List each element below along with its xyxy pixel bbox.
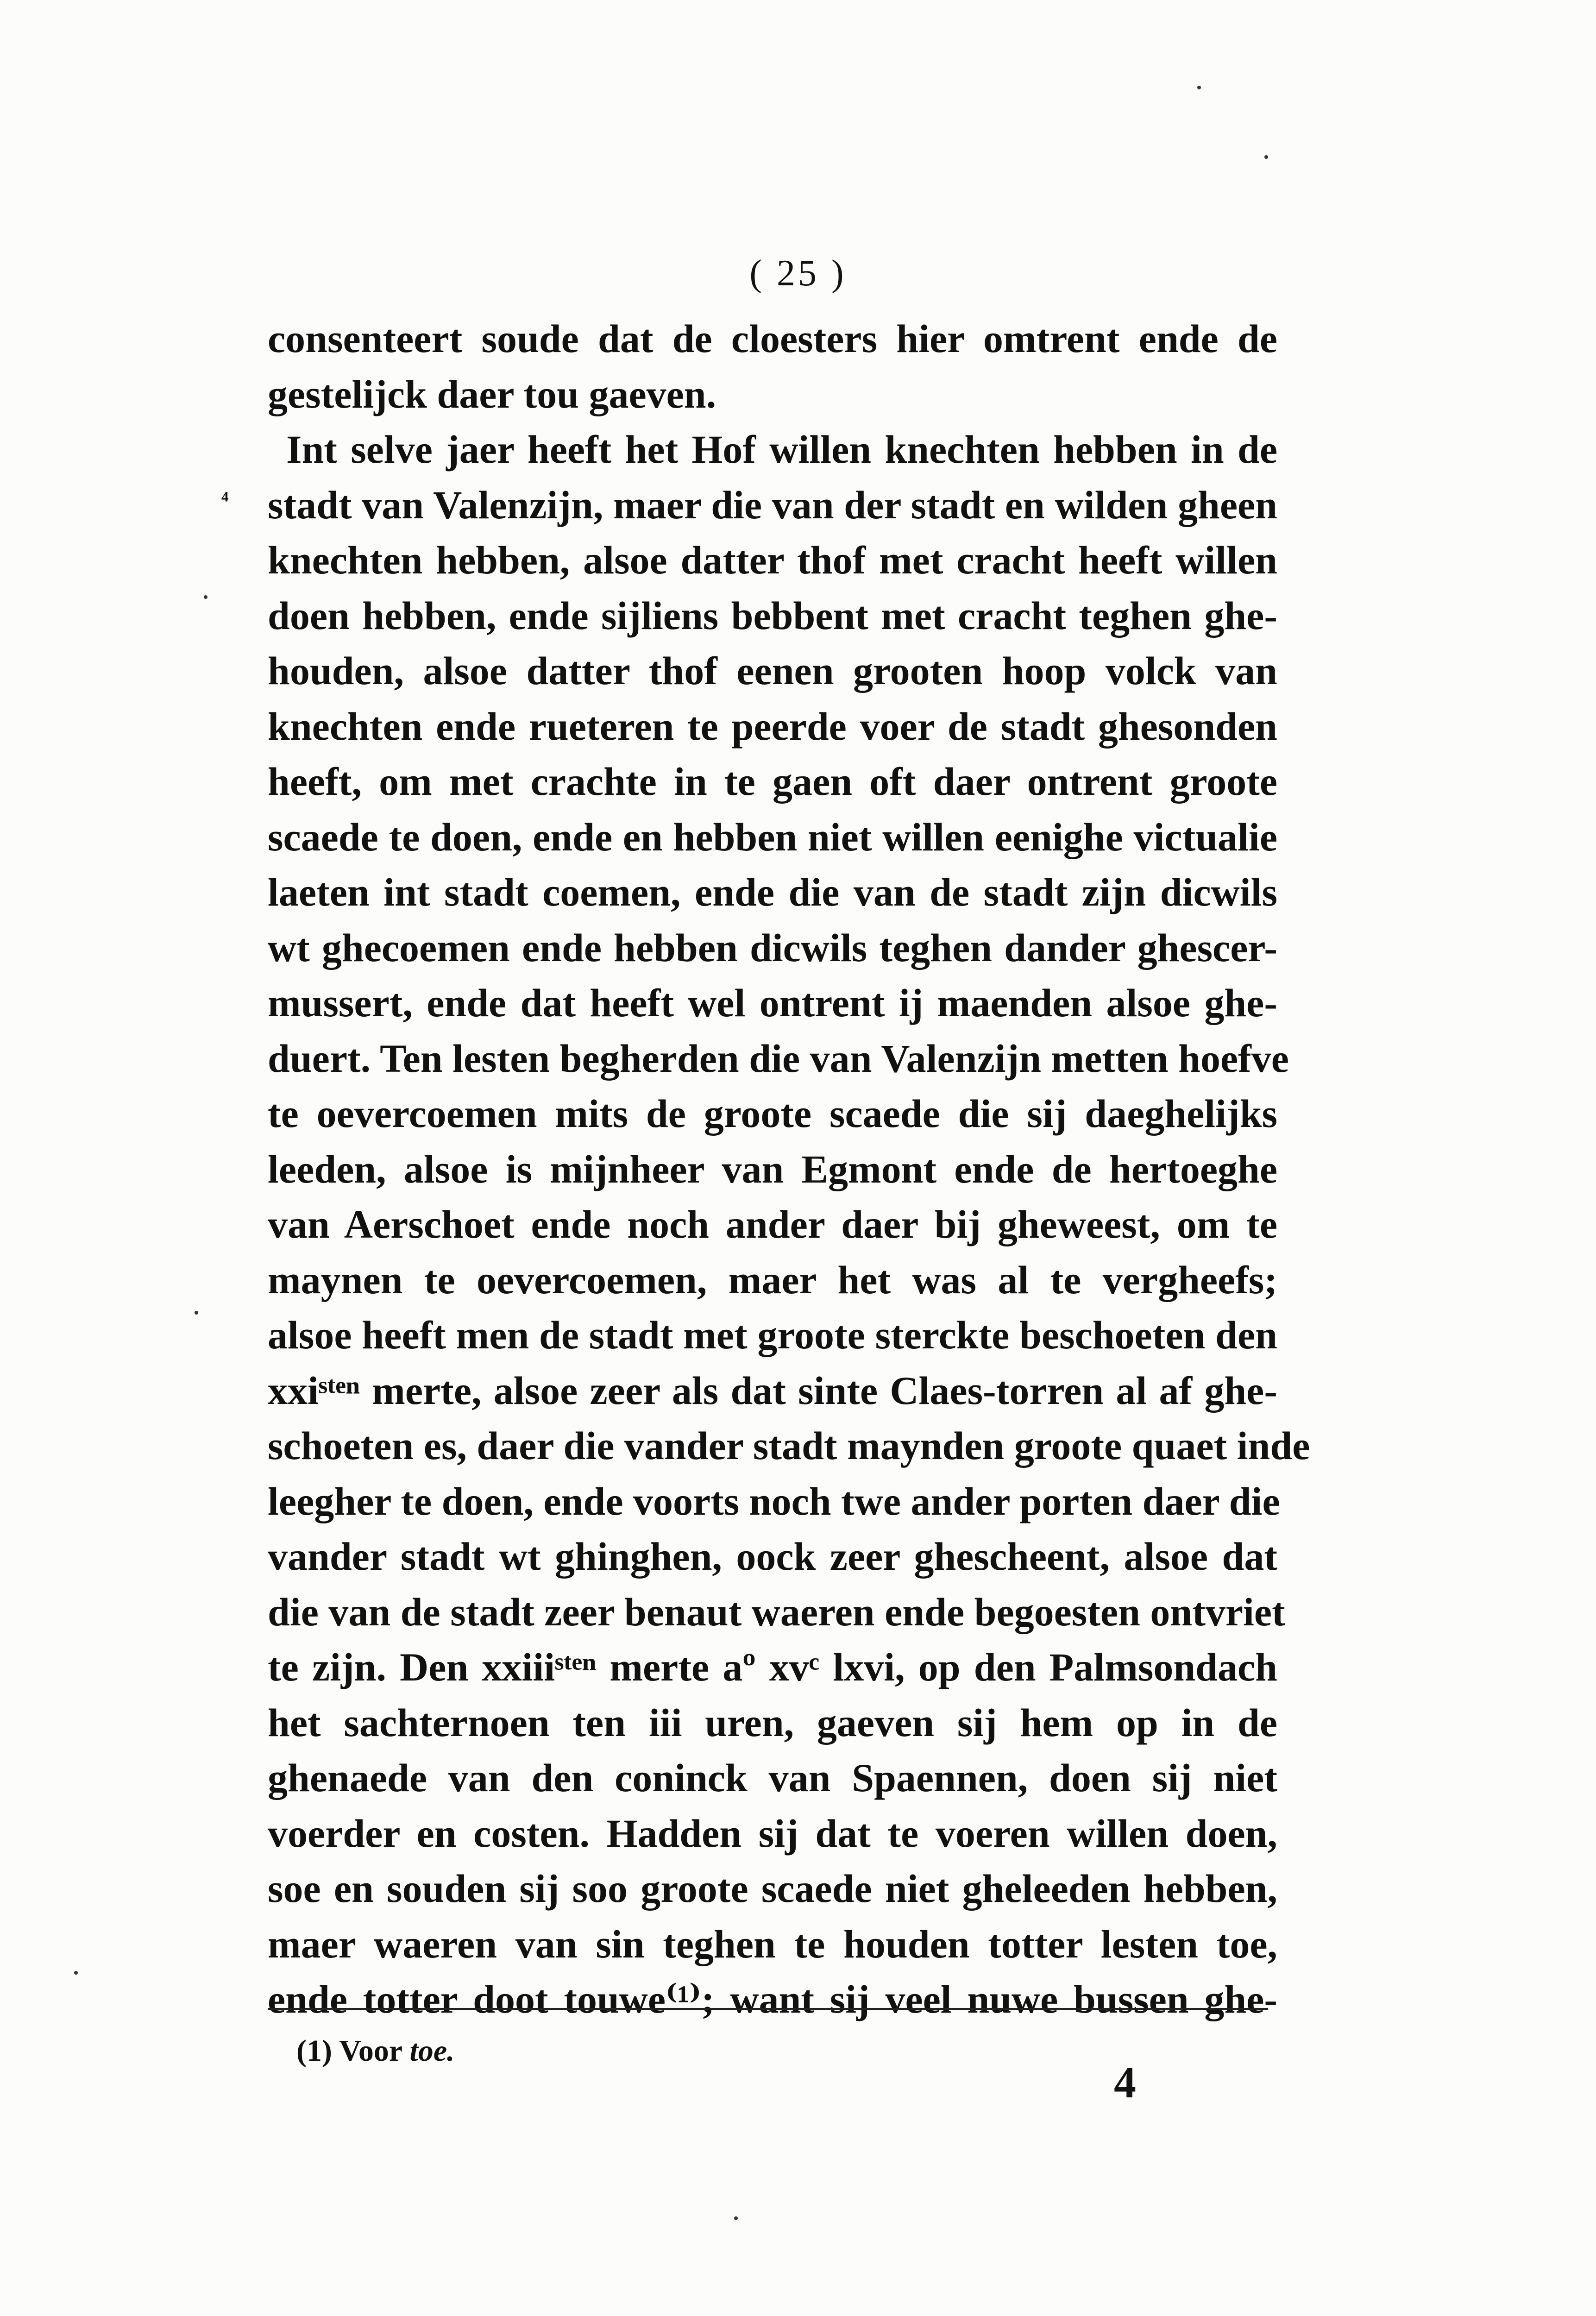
text-line: soe en souden sij soo groote scaede niet gheleeden hebben, <box>268 1866 1277 1911</box>
page-number: ( 25 ) <box>749 253 847 294</box>
text-line: leeden, alsoe is mijnheer van Egmont ende de hertoeghe <box>268 1146 1277 1191</box>
text-line: knechten ende rueteren te peerde voer de stadt ghesonden <box>268 704 1277 749</box>
scan-speck <box>1264 155 1268 159</box>
text-line: ende totter doot touwe⁽¹⁾; want sij veel nuwe bussen ghe- <box>268 1977 1277 2021</box>
text-line: schoeten es, daer die vander stadt maynden groote quaet inde <box>268 1423 1310 1468</box>
text-line: knechten hebben, alsoe datter thof met cracht heeft willen <box>268 538 1277 582</box>
text-line: vander stadt wt ghinghen, oock zeer ghescheent, alsoe dat <box>268 1534 1277 1579</box>
text-line: mussert, ende dat heeft wel ontrent ij maenden alsoe ghe- <box>268 981 1277 1025</box>
signature-mark: 4 <box>1114 2058 1136 2107</box>
text-line: maynen te oevercoemen, maer het was al te vergheefs; <box>268 1257 1277 1302</box>
text-line: gestelijck daer tou gaeven. <box>268 371 716 416</box>
text-line: maer waeren van sin teghen te houden totter lesten toe, <box>268 1921 1277 1966</box>
footnote <box>296 2033 455 2069</box>
body-text <box>268 311 1310 2027</box>
text-line: consenteert soude dat de cloesters hier omtrent ende de <box>268 316 1277 361</box>
marginal-mark: ⁴ <box>221 487 229 513</box>
text-line: die van de stadt zeer benaut waeren ende begoesten ontvriet <box>268 1589 1285 1634</box>
scan-speck <box>195 1311 198 1315</box>
text-line: voerder en costen. Hadden sij dat te voeren willen doen, <box>268 1811 1277 1856</box>
text-line: scaede te doen, ende en hebben niet willen eenighe victualie <box>268 814 1277 859</box>
text-line: Int selve jaer heeft het Hof willen knechten hebben in de <box>286 427 1277 472</box>
footnote-word: toe. <box>409 2034 455 2068</box>
text-line: doen hebben, ende sijliens bebbent met cracht teghen ghe- <box>268 593 1277 638</box>
text-line: van Aerschoet ende noch ander daer bij gheweest, om te <box>268 1202 1277 1246</box>
text-line: alsoe heeft men de stadt met groote sterckte beschoeten den <box>268 1313 1277 1357</box>
text-line: houden, alsoe datter thof eenen grooten hoop volck van <box>268 648 1277 693</box>
text-line: wt ghecoemen ende hebben dicwils teghen dander ghescer- <box>268 925 1277 970</box>
text-line: heeft, om met crachte in te gaen oft daer ontrent groote <box>268 759 1277 804</box>
scan-speck <box>734 2216 738 2220</box>
scan-speck <box>74 1971 78 1975</box>
footnote-marker: (1) Voor <box>296 2034 410 2068</box>
text-line: ghenaede van den coninck van Spaennen, doen sij niet <box>268 1756 1277 1800</box>
text-line: te oevercoemen mits de groote scaede die sij daeghelijks <box>268 1091 1277 1136</box>
text-line: xxiˢᵗᵉⁿ merte, alsoe zeer als dat sinte Claes-torren al af ghe- <box>268 1368 1277 1413</box>
text-line: te zijn. Den xxiiiˢᵗᵉⁿ merte aº xvᶜ lxvi, op den Palmsondach <box>268 1645 1277 1689</box>
text-line: stadt van Valenzijn, maer die van der stadt en wilden gheen <box>268 482 1277 527</box>
scan-speck <box>204 595 207 599</box>
footnote-rule <box>268 2008 1268 2010</box>
text-line: leegher te doen, ende voorts noch twe ander porten daer die <box>268 1479 1280 1523</box>
text-line: laeten int stadt coemen, ende die van de stadt zijn dicwils <box>268 870 1277 914</box>
text-line: het sachternoen ten iii uren, gaeven sij hem op in de <box>268 1700 1277 1745</box>
text-line: duert. Ten lesten begherden die van Valenzijn metten hoefve <box>268 1036 1289 1081</box>
scan-speck <box>1197 86 1201 89</box>
